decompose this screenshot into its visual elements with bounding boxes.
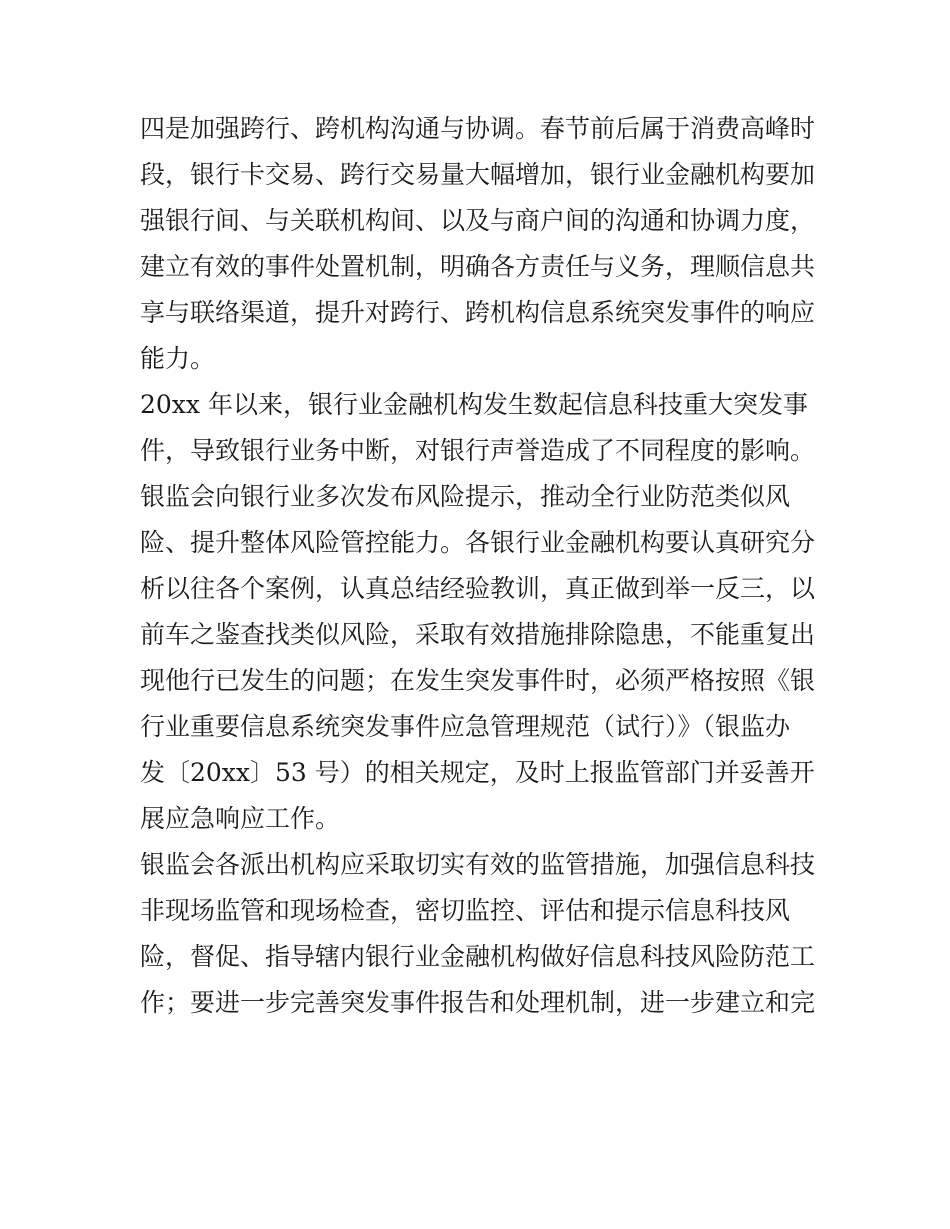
text-line: 非现场监管和现场检查，密切监控、评估和提示信息科技风: [140, 896, 791, 925]
document-body: [140, 106, 820, 1026]
text-line: 20xx 年以来，银行业金融机构发生数起信息科技重大突发事: [140, 390, 808, 419]
paragraph-2: [140, 382, 820, 842]
text-line: 前车之鉴查找类似风险，采取有效措施排除隐患，不能重复出: [140, 620, 816, 649]
text-line: 险，督促、指导辖内银行业金融机构做好信息科技风险防范工: [140, 942, 816, 971]
text-line: 强银行间、与关联机构间、以及与商户间的沟通和协调力度，: [140, 206, 816, 235]
text-line: 展应急响应工作。: [140, 804, 341, 833]
text-line: 作；要进一步完善突发事件报告和处理机制，进一步建立和完: [140, 988, 816, 1017]
text-line: 能力。: [140, 344, 216, 373]
text-line: 建立有效的事件处置机制，明确各方责任与义务，理顺信息共: [140, 252, 816, 281]
text-line: 件，导致银行业务中断，对银行声誉造成了不同程度的影响。: [140, 436, 816, 465]
text-line: 银监会各派出机构应采取切实有效的监管措施，加强信息科技: [140, 850, 816, 879]
paragraph-3: [140, 842, 820, 1026]
text-line: 险、提升整体风险管控能力。各银行业金融机构要认真研究分: [140, 528, 816, 557]
text-line: 四是加强跨行、跨机构沟通与协调。春节前后属于消费高峰时: [140, 114, 816, 143]
text-line: 银监会向银行业多次发布风险提示，推动全行业防范类似风: [140, 482, 791, 511]
text-line: 现他行已发生的问题；在发生突发事件时，必须严格按照《银: [140, 666, 816, 695]
text-line: 行业重要信息系统突发事件应急管理规范（试行）》（银监办: [140, 712, 791, 741]
paragraph-1: [140, 106, 820, 382]
text-line: 析以往各个案例，认真总结经验教训，真正做到举一反三，以: [140, 574, 816, 603]
text-line: 发〔20xx〕53 号）的相关规定，及时上报监管部门并妥善开: [140, 758, 815, 787]
text-line: 享与联络渠道，提升对跨行、跨机构信息系统突发事件的响应: [140, 298, 816, 327]
text-line: 段，银行卡交易、跨行交易量大幅增加，银行业金融机构要加: [140, 160, 816, 189]
